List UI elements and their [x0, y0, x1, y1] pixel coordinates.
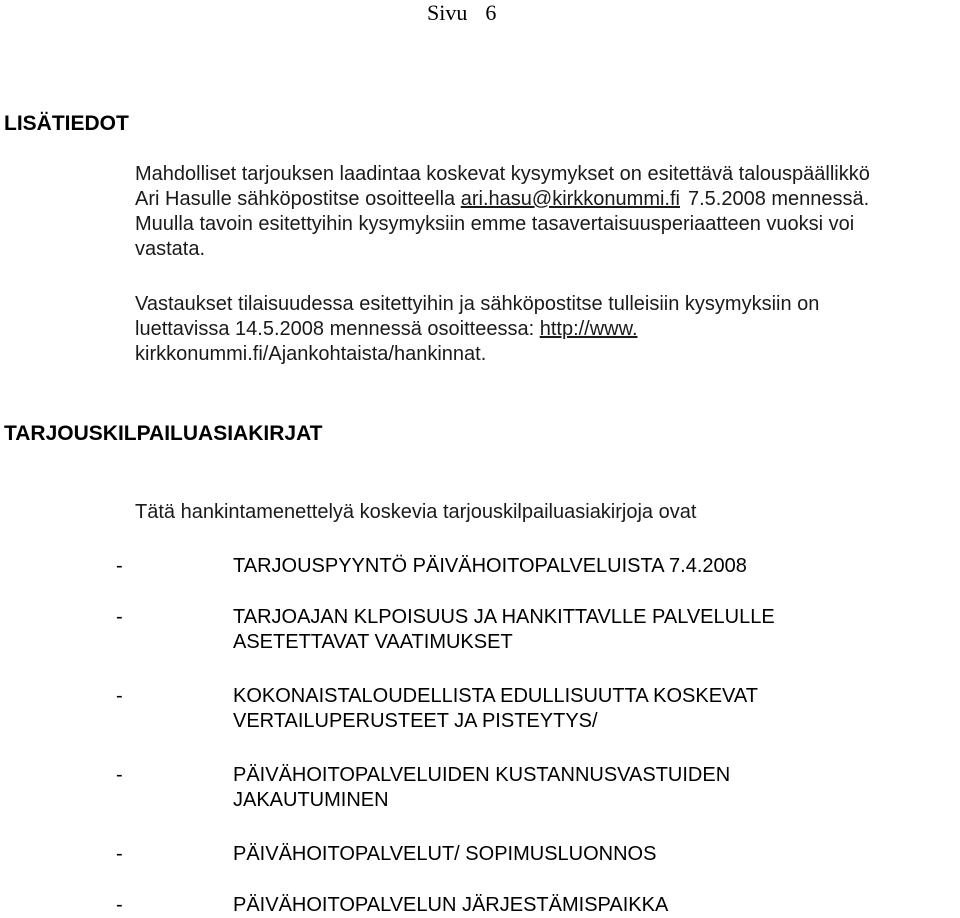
paragraph-line: vastata. — [135, 238, 206, 260]
dash-bullet: - — [116, 764, 123, 786]
dash-bullet: - — [116, 606, 123, 628]
paragraph-line: Mahdolliset tarjouksen laadintaa koskevat kysymykset on esitettävä talouspäällikkö — [135, 163, 870, 185]
section-heading-lisatiedot: LISÄTIEDOT — [4, 112, 129, 135]
web-link[interactable]: http://www. — [539, 318, 638, 340]
list-item-text: PÄIVÄHOITOPALVELUT/ SOPIMUSLUONNOS — [233, 843, 657, 865]
dash-bullet: - — [116, 843, 123, 865]
list-item-text: VERTAILUPERUSTEET JA PISTEYTYS/ — [233, 710, 598, 732]
list-item-text: PÄIVÄHOITOPALVELUN JÄRJESTÄMISPAIKKA — [233, 894, 669, 916]
list-item-text: ASETETTAVAT VAATIMUKSET — [233, 631, 513, 653]
paragraph-questions — [135, 162, 950, 262]
page-header — [427, 0, 496, 26]
paragraph-text: 7.5.2008 mennessä. — [687, 188, 870, 210]
paragraph-line — [135, 317, 950, 342]
list-item-text: TARJOAJAN KLPOISUUS JA HANKITTAVLLE PALVELULLE — [233, 606, 775, 628]
section-heading-tarjouskilpailuasiakirjat: TARJOUSKILPAILUASIAKIRJAT — [4, 422, 323, 445]
list-item-text: JAKAUTUMINEN — [233, 789, 389, 811]
paragraph-line — [135, 187, 950, 212]
paragraph-line: Muulla tavoin esitettyihin kysymyksiin emme tasavertaisuusperiaatteen vuoksi voi — [135, 213, 855, 235]
dash-bullet: - — [116, 685, 123, 707]
dash-bullet: - — [116, 894, 123, 916]
paragraph-line: kirkkonummi.fi/Ajankohtaista/hankinnat. — [135, 343, 487, 365]
paragraph-line: Vastaukset tilaisuudessa esitettyihin ja sähköpostitse tulleisiin kysymyksiin on — [135, 293, 820, 315]
documents-intro: Tätä hankintamenettelyä koskevia tarjouskilpailuasiakirjoja ovat — [135, 501, 697, 523]
paragraph-answers — [135, 292, 950, 367]
page-label: Sivu — [427, 0, 468, 25]
email-link[interactable]: ari.hasu@kirkkonummi.fi — [460, 188, 680, 210]
list-item-text: TARJOUSPYYNTÖ PÄIVÄHOITOPALVELUISTA 7.4.2008 — [233, 555, 747, 577]
list-item-text: PÄIVÄHOITOPALVELUIDEN KUSTANNUSVASTUIDEN — [233, 764, 731, 786]
paragraph-text: luettavissa 14.5.2008 mennessä osoitteessa: — [135, 318, 540, 340]
paragraph-text: Ari Hasulle sähköpostitse osoitteella — [135, 188, 461, 210]
list-item-text: KOKONAISTALOUDELLISTA EDULLISUUTTA KOSKEVAT — [233, 685, 758, 707]
dash-bullet: - — [116, 555, 123, 577]
page-number: 6 — [485, 0, 497, 25]
